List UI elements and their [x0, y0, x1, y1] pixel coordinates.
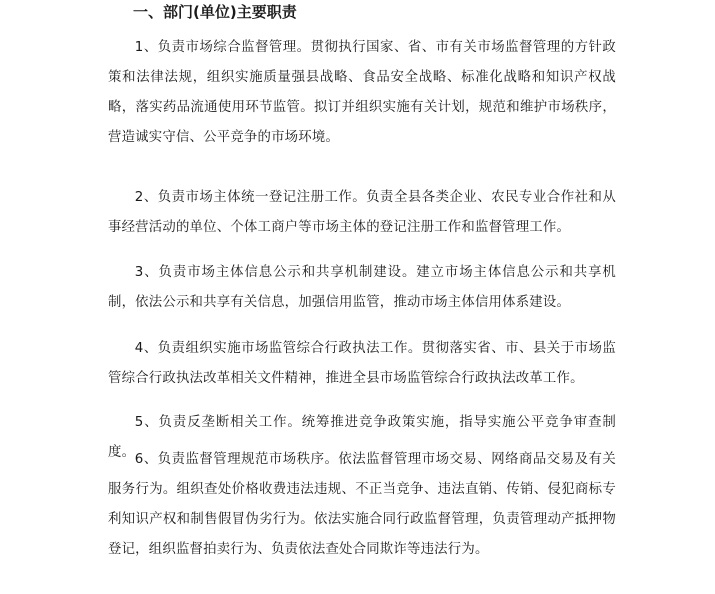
- duty-paragraph-2: 2、负责市场主体统一登记注册工作。负责全县各类企业、农民专业合作社和从事经营活动的单位、个体工商户等市场主体的登记注册工作和监督管理工作。: [108, 190, 616, 235]
- section-heading: 一、部门(单位)主要职责: [133, 3, 297, 21]
- duty-paragraph-1: 1、负责市场综合监督管理。贯彻执行国家、省、市有关市场监督管理的方针政策和法律法规，组织实施质量强县战略、食品安全战略、标准化战略和知识产权战略，落实药品流通使用环节监管。拟订并组织实施有关计划，规范和维护市场秩序，营造诚实守信、公平竞争的市场环境。: [108, 40, 616, 145]
- duty-paragraph-5: 5、负责反垄断相关工作。统筹推进竞争政策实施，指导实施公平竞争审查制度。: [108, 415, 616, 460]
- duty-paragraph-4: 4、负责组织实施市场监管综合行政执法工作。贯彻落实省、市、县关于市场监管综合行政执法改革相关文件精神，推进全县市场监管综合行政执法改革工作。: [108, 341, 616, 386]
- duty-paragraph-3: 3、负责市场主体信息公示和共享机制建设。建立市场主体信息公示和共享机制，依法公示和共享有关信息，加强信用监管，推动市场主体信用体系建设。: [108, 265, 616, 310]
- duty-paragraph-6: 6、负责监督管理规范市场秩序。依法监督管理市场交易、网络商品交易及有关服务行为。组织查处价格收费违法违规、不正当竞争、违法直销、传销、侵犯商标专利知识产权和制售假冒伪劣行为。依法实施合同行政监督管理，负责管理动产抵押物登记，组织监督拍卖行为、负责依法查处合同欺诈等违法行为。: [108, 452, 616, 557]
